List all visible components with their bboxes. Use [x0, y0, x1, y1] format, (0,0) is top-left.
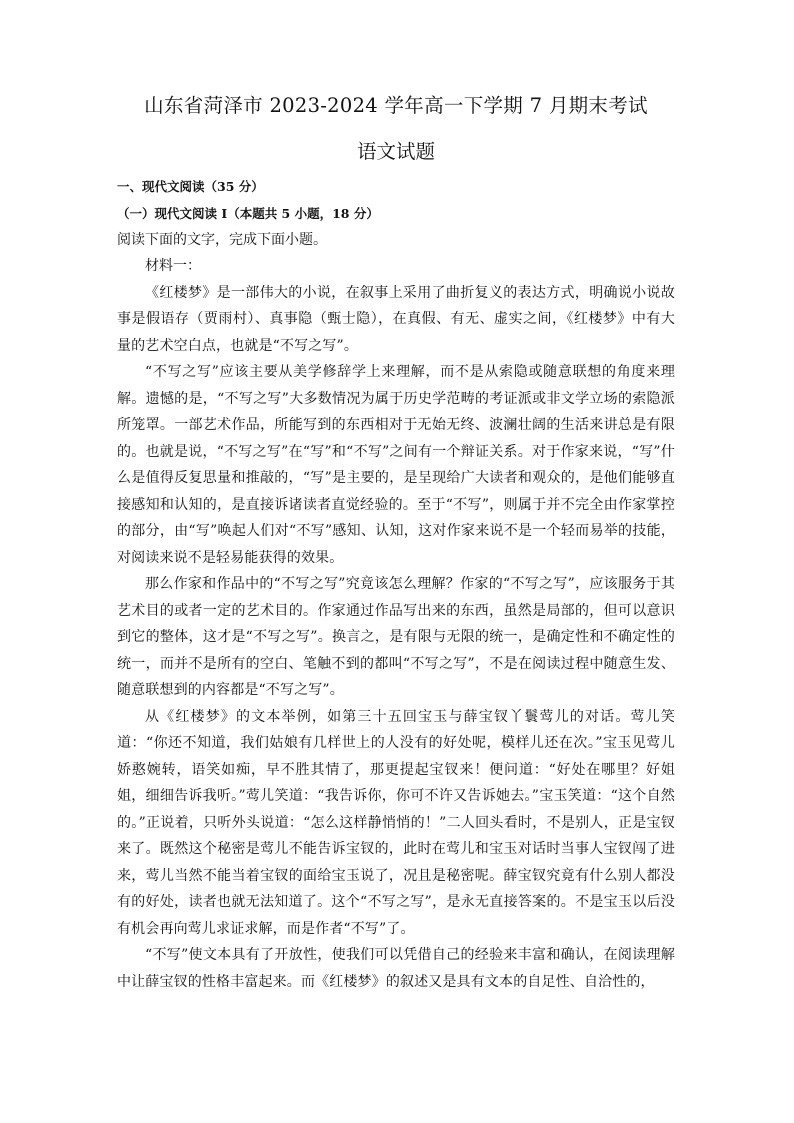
material-label: 材料一：: [145, 258, 201, 274]
document-page: [117, 94, 675, 995]
subsection-heading-reading-1: （一）现代文阅读 I（本题共 5 小题，18 分）: [117, 206, 379, 221]
paragraph-5: “不写”使文本具有了开放性，使我们可以凭借自己的经验来丰富和确认，在阅读理解中让薛宝钗的性格丰富起来。而《红楼梦》的叙述又是具有文本的自足性、自洽性的，: [117, 947, 675, 990]
paragraph-3: 那么作家和作品中的“不写之写”究竟该怎么理解？作家的“不写之写”，应该服务于其艺术目的或者一定的艺术目的。作家通过作品写出来的东西，虽然是局部的，但可以意识到它的整体，这才是“不写之写”。换言之，是有限与无限的统一，是确定性和不确定性的统一，而并不是所有的空白、笔触不到的都叫“不写之写”，不是在阅读过程中随意生发、随意联想到的内容都是“不写之写”。: [117, 576, 675, 698]
reading-instruction: 阅读下面的文字，完成下面小题。: [117, 232, 327, 248]
section-heading-modern-reading: 一、现代文阅读（35 分）: [117, 179, 264, 194]
paragraph-4: 从《红楼梦》的文本举例，如第三十五回宝玉与薛宝钗丫鬟莺儿的对话。莺儿笑道：“你还不知道，我们姑娘有几样世上的人没有的好处呢，模样儿还在次。”宝玉见莺儿娇憨婉转，语笑如痴，早不胜其情了，那更提起宝钗来！便问道：“好处在哪里？好姐姐，细细告诉我听。”莺儿笑道：“我告诉你，你可不许又告诉她去。”宝玉笑道：“这个自然的。”正说着，只听外头说道：“怎么这样静悄悄的！”二人回头看时，不是别人，正是宝钗来了。既然这个秘密是莺儿不能告诉宝钗的，此时在莺儿和宝玉对话时当事人宝钗闯了进来，莺儿当然不能当着宝钗的面给宝玉说了，况且是秘密呢。薛宝钗究竟有什么别人都没有的好处，读者也就无法知道了。这个“不写之写”，是永无直接答案的。不是宝玉以后没有机会再向莺儿求证求解，而是作者“不写”了。: [117, 708, 675, 937]
paragraph-2: “不写之写”应该主要从美学修辞学上来理解，而不是从索隐或随意联想的角度来理解。遗憾的是，“不写之写”大多数情况为属于历史学范畴的考证派或非文学立场的索隐派所笼罩。一部艺术作品，所能写到的东西相对于无始无终、波澜壮阔的生活来讲总是有限的。也就是说，“不写之写”在“写”和“不写”之间有一个辩证关系。对于作家来说，“写”什么是值得反复思量和推敲的，“写”是主要的，是呈现给广大读者和观众的，是他们能够直接感知和认知的，是直接诉诸读者直觉经验的。至于“不写”，则属于并不完全由作家掌控的部分，由“写”唤起人们对“不写”感知、认知，这对作家来说不是一个轻而易举的技能，对阅读来说不是轻易能获得的效果。: [117, 364, 675, 566]
document-title: 山东省菏泽市 2023-2024 学年高一下学期 7 月期末考试: [144, 94, 648, 117]
document-subtitle: 语文试题: [356, 140, 435, 163]
paragraph-1: 《红楼梦》是一部伟大的小说，在叙事上采用了曲折复义的表达方式，明确说小说故事是假语存（贾雨村）、真事隐（甄士隐），在真假、有无、虚实之间，《红楼梦》中有大量的艺术空白点，也就是“不写之写”。: [117, 284, 675, 354]
